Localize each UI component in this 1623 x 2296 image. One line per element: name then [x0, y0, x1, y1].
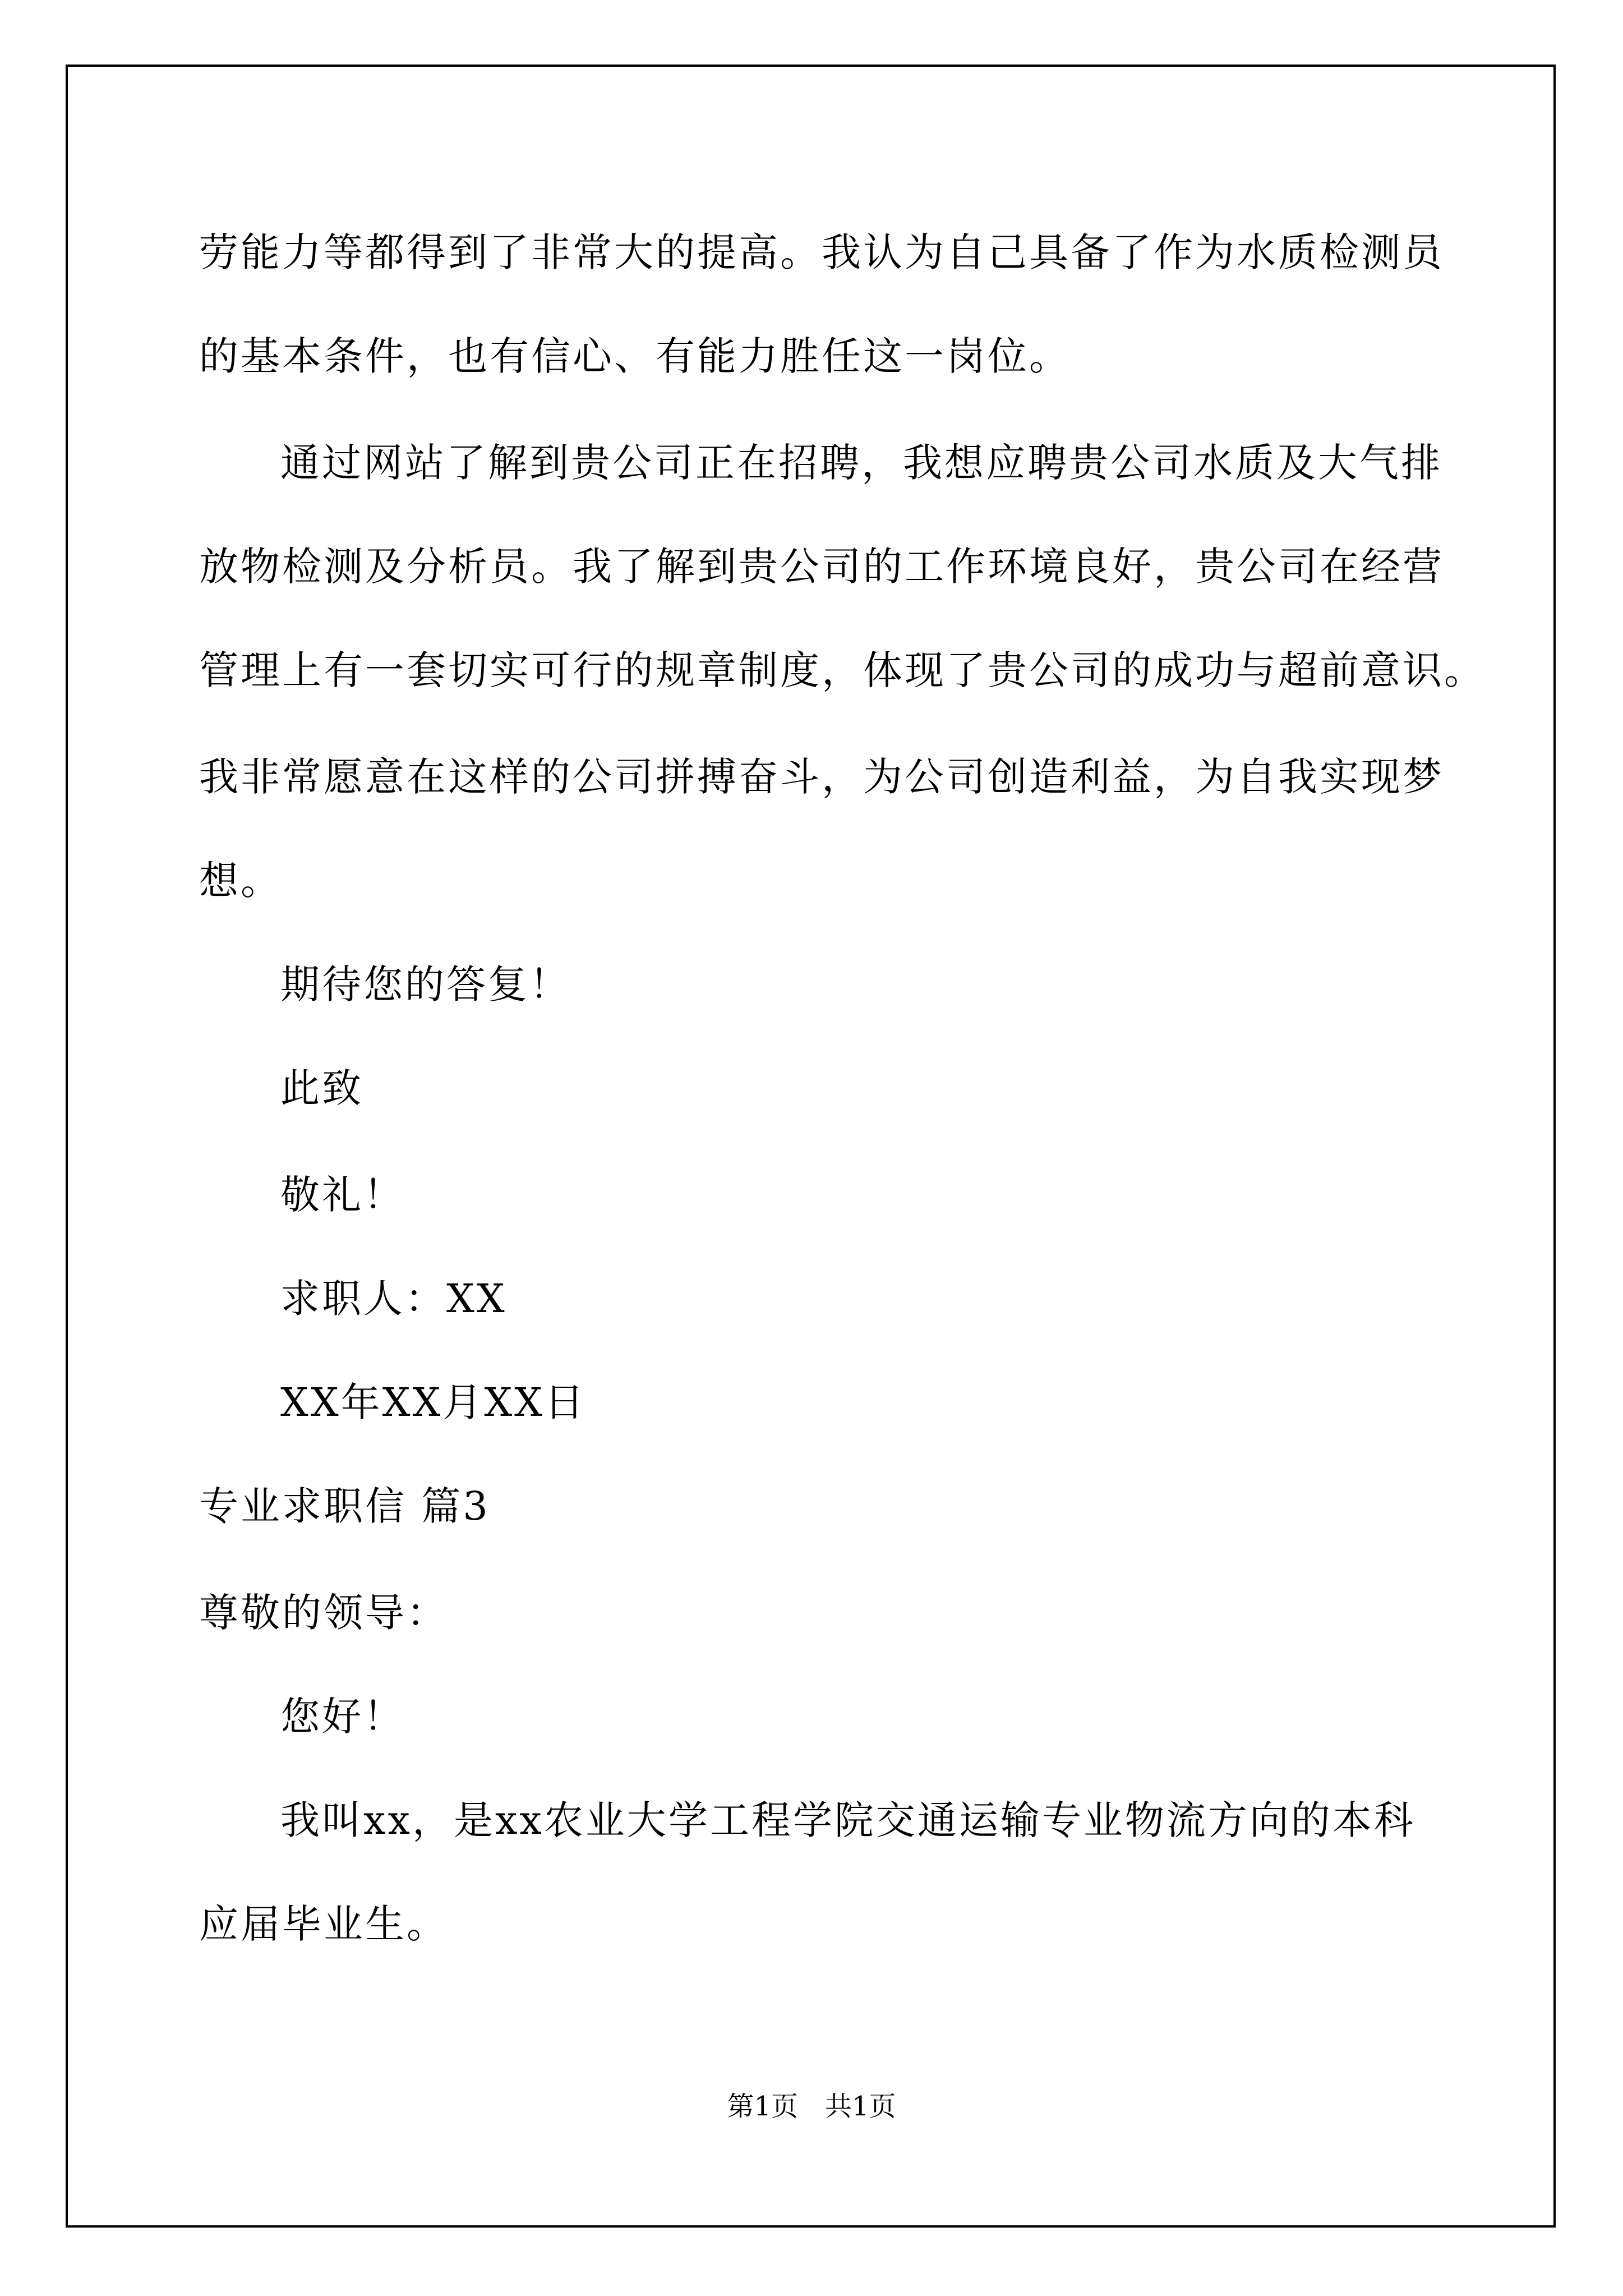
- text-line: 我叫xx，是xx农业大学工程学院交通运输专业物流方向的本科: [280, 1797, 1415, 1843]
- signature: 求职人：XX: [280, 1276, 507, 1322]
- text-line: 应届毕业生。: [199, 1901, 448, 1947]
- salutation-line-1: 此致: [280, 1065, 363, 1111]
- text-line: 放物检测及分析员。我了解到贵公司的工作环境良好，贵公司在经营: [199, 544, 1444, 590]
- greeting: 您好！: [280, 1694, 405, 1740]
- text-line: 的基本条件，也有信心、有能力胜任这一岗位。: [199, 333, 1071, 379]
- date: XX年XX月XX日: [280, 1379, 587, 1425]
- text-line: 我非常愿意在这样的公司拼搏奋斗，为公司创造利益，为自我实现梦: [199, 754, 1444, 800]
- text-line: 想。: [199, 858, 282, 904]
- text-line: 劳能力等都得到了非常大的提高。我认为自己具备了作为水质检测员: [199, 229, 1444, 275]
- text-line: 通过网站了解到贵公司正在招聘，我想应聘贵公司水质及大气排: [280, 440, 1442, 486]
- page-indicator: 第1页 共1页: [727, 2091, 896, 2122]
- greeting-addressee: 尊敬的领导：: [199, 1590, 448, 1636]
- text-line: 管理上有一套切实可行的规章制度，体现了贵公司的成功与超前意识。: [199, 647, 1486, 693]
- closing-wish: 期待您的答复！: [280, 961, 571, 1007]
- salutation-line-2: 敬礼！: [280, 1172, 405, 1218]
- section-title: 专业求职信 篇3: [199, 1483, 490, 1529]
